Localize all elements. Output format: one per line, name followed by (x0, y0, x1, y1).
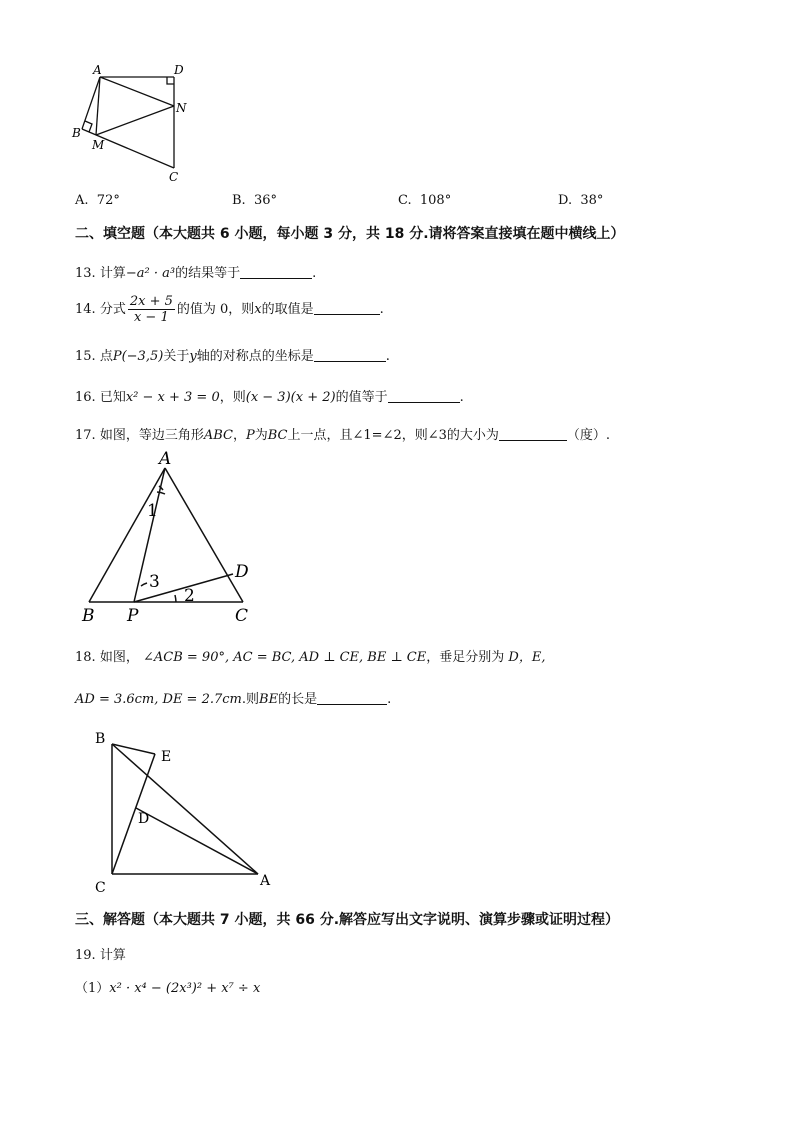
question-15: 15. 点P(−3,5)关于y轴的对称点的坐标是 . (75, 349, 390, 364)
label-D: D (174, 63, 184, 77)
label-B: B (72, 126, 81, 140)
section-2-title: 二、填空题（本大题共 6 小题，每小题 3 分，共 18 分.请将答案直接填在题中横线上） (75, 226, 625, 242)
angle-1-label: 1 (147, 501, 158, 521)
figure-q12 (60, 58, 210, 188)
label-E: E (161, 749, 172, 765)
option-d[interactable]: D. 38° (558, 193, 604, 208)
figure-q17 (75, 446, 275, 626)
question-18-line1: 18. 如图， ∠ACB = 90°, AC = BC, AD ⊥ CE, BE ⊥ CE，垂足分别为 D，E, (75, 650, 546, 665)
answer-blank-15[interactable] (314, 348, 386, 362)
label-M: M (92, 138, 105, 152)
label-B: B (82, 606, 95, 626)
angle-3-label: 3 (149, 572, 160, 592)
label-A: A (159, 449, 172, 469)
label-C: C (169, 170, 179, 184)
label-N: N (176, 101, 187, 115)
answer-blank-14[interactable] (314, 301, 380, 315)
fraction: $\frac{2x + 5}{x - 1}$ (129, 294, 173, 325)
option-a[interactable]: A. 72° (75, 193, 120, 208)
figure-q18 (88, 722, 288, 902)
answer-blank-13[interactable] (240, 265, 312, 279)
answer-blank-16[interactable] (388, 389, 460, 403)
label-A: A (93, 63, 102, 77)
label-D: D (235, 562, 249, 582)
label-B: B (95, 731, 106, 747)
label-C: C (235, 606, 249, 626)
option-b[interactable]: B. 36° (232, 193, 277, 208)
label-D: D (138, 811, 150, 827)
label-P: P (127, 606, 139, 626)
question-16: 16. 已知x² − x + 3 = 0，则(x − 3)(x + 2)的值等于 . (75, 390, 464, 405)
question-19: 19. 计算 (75, 948, 126, 963)
angle-2-label: 2 (184, 586, 195, 606)
question-18-line2: AD = 3.6cm, DE = 2.7cm.则BE的长是 . (75, 692, 392, 707)
answer-blank-18[interactable] (317, 691, 387, 705)
answer-blank-17[interactable] (499, 427, 567, 441)
option-c[interactable]: C. 108° (398, 193, 452, 208)
section-3-title: 三、解答题（本大题共 7 小题，共 66 分.解答应写出文字说明、演算步骤或证明过程） (75, 912, 620, 928)
label-A: A (260, 873, 271, 889)
question-17: 17. 如图，等边三角形ABC，P为BC上一点，且∠1=∠2，则∠3的大小为 （度）. (75, 428, 611, 443)
question-14: 14. 分式 $\frac{2x + 5}{x - 1}$ 的值为 0，则x的取值是 . (75, 294, 384, 325)
question-13: 13. 计算−a² · a³的结果等于 . (75, 266, 317, 281)
label-C: C (95, 880, 106, 896)
question-19-part1: （1）x² · x⁴ − (2x³)² + x⁷ ÷ x (75, 981, 261, 996)
